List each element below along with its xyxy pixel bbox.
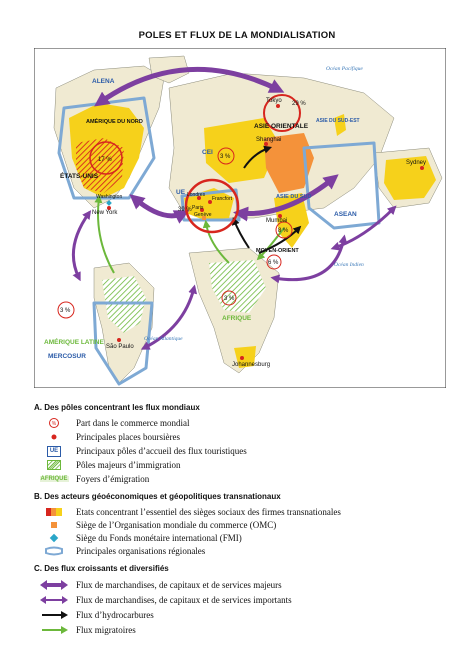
fmi-icon [40, 532, 68, 544]
legend-label: Part dans le commerce mondial [76, 418, 190, 428]
firms-state-icon [40, 506, 68, 518]
tourism-icon: UE [40, 445, 68, 457]
legend-row-fmi [40, 532, 242, 544]
label-asie-sud: ASIE DU SUD [276, 194, 312, 200]
city-dot-sydney [420, 166, 424, 170]
pct-asie-orientale: 29 % [292, 101, 306, 107]
emigration-icon: AFRIQUE [40, 476, 68, 482]
stock-exchange-icon [40, 431, 68, 443]
city-dot-saopaulo [117, 338, 121, 342]
svg-text:%: % [51, 421, 57, 427]
pct-asie-sud: 8 % [278, 228, 289, 234]
page-title: POLES ET FLUX DE LA MONDIALISATION [138, 30, 336, 41]
legend-row-major-flow [40, 579, 282, 591]
legend-row-omc [40, 519, 276, 531]
label-geneve: Genève [194, 212, 212, 218]
legend-label: Principales places boursières [76, 432, 180, 442]
label-paris: Paris [192, 205, 204, 211]
major-flow-arrow-icon [40, 579, 68, 591]
legend-section-b-title: B. Des acteurs géoéconomiques et géopolitiques transnationaux [34, 492, 281, 501]
ocean-atlantique: Océan Atlantique [144, 336, 183, 342]
legend-label: Flux de marchandises, de capitaux et de services importants [76, 595, 292, 605]
label-shanghai: Shanghai [256, 137, 282, 143]
map-svg [34, 48, 446, 388]
pct-cei: 3 % [220, 154, 231, 160]
pct-moyen-orient: 6 % [268, 260, 279, 266]
world-map [34, 48, 446, 388]
city-dot-johannesburg [240, 356, 244, 360]
legend-row-firms [40, 506, 341, 518]
regional-org-icon [40, 545, 68, 557]
omc-icon [40, 519, 68, 531]
legend-row-migration-flow [40, 624, 136, 636]
label-asie-orientale: ASIE ORIENTALE [254, 123, 309, 130]
legend-row-emigration [40, 473, 149, 485]
label-ue: UE [176, 189, 186, 196]
pct-amerique-nord: 17 % [98, 157, 112, 163]
legend-section-c-title: C. Des flux croissants et diversifiés [34, 564, 169, 573]
migration-flow-arrow-icon [40, 624, 68, 636]
legend-label: Pôles majeurs d’immigration [76, 460, 181, 470]
legend-row-trade-share [40, 417, 189, 429]
label-francfort: Francfort [212, 196, 233, 202]
label-asean: ASEAN [334, 211, 357, 218]
label-sydney: Sydney [406, 160, 427, 166]
label-etats-unis: ÉTATS-UNIS [60, 173, 99, 180]
legend-row-oil-flow [40, 609, 154, 621]
pct-ue: 39 % [178, 207, 192, 213]
label-cei: CEI [202, 149, 213, 156]
legend-label: Flux d’hydrocarbures [76, 610, 154, 620]
immigration-icon [40, 459, 68, 471]
legend-label: Flux de marchandises, de capitaux et de services majeurs [76, 580, 282, 590]
label-amerique-latine: AMÉRIQUE LATINE [44, 339, 104, 346]
label-londres: Londres [187, 192, 206, 198]
ocean-indien: Océan Indien [334, 262, 364, 268]
legend-label: Flux migratoires [76, 625, 136, 635]
label-johannesburg: Johannesburg [232, 362, 271, 368]
legend-label: Siège de l’Organisation mondiale du commerce (OMC) [76, 520, 277, 530]
legend-label: Principales organisations régionales [76, 546, 206, 556]
legend-section-a-title: A. Des pôles concentrant les flux mondiaux [34, 403, 200, 412]
legend-label: Etats concentrant l’essentiel des sièges sociaux des firmes transnationales [76, 507, 341, 517]
trade-share-icon [40, 417, 68, 429]
legend-row-stock-exchange [40, 431, 180, 443]
legend-row-tourism [40, 445, 247, 457]
label-afrique: AFRIQUE [222, 315, 252, 322]
legend-label: Siège du Fonds monétaire international (FMI) [76, 533, 242, 543]
legend-row-important-flow [40, 594, 292, 606]
oil-flow-arrow-icon [40, 609, 68, 621]
pct-amerique-latine: 3 % [60, 308, 71, 314]
city-dot-tokyo [276, 104, 280, 108]
pct-afrique: 3 % [224, 296, 235, 302]
label-mumbai: Mumbai [266, 218, 288, 224]
label-tokyo: Tokyo [266, 98, 282, 104]
legend-label: Principaux pôles d’accueil des flux touristiques [76, 446, 247, 456]
legend-row-immigration [40, 459, 180, 471]
important-flow-arrow-icon [40, 594, 68, 606]
label-alena: ALENA [92, 78, 115, 85]
label-amerique-nord: AMÉRIQUE DU NORD [86, 119, 143, 125]
label-saopaulo: São Paulo [106, 344, 134, 350]
ocean-pacifique: Océan Pacifique [326, 66, 363, 72]
label-mercosur: MERCOSUR [48, 353, 86, 360]
label-washington: Washington [96, 194, 123, 200]
label-asie-sud-est: ASIE DU SUD-EST [316, 118, 360, 124]
label-moyen-orient: MOYEN-ORIENT [256, 248, 299, 254]
legend-row-regional-org [40, 545, 205, 557]
label-newyork: New York [92, 210, 118, 216]
legend-label: Foyers d’émigration [76, 474, 150, 484]
